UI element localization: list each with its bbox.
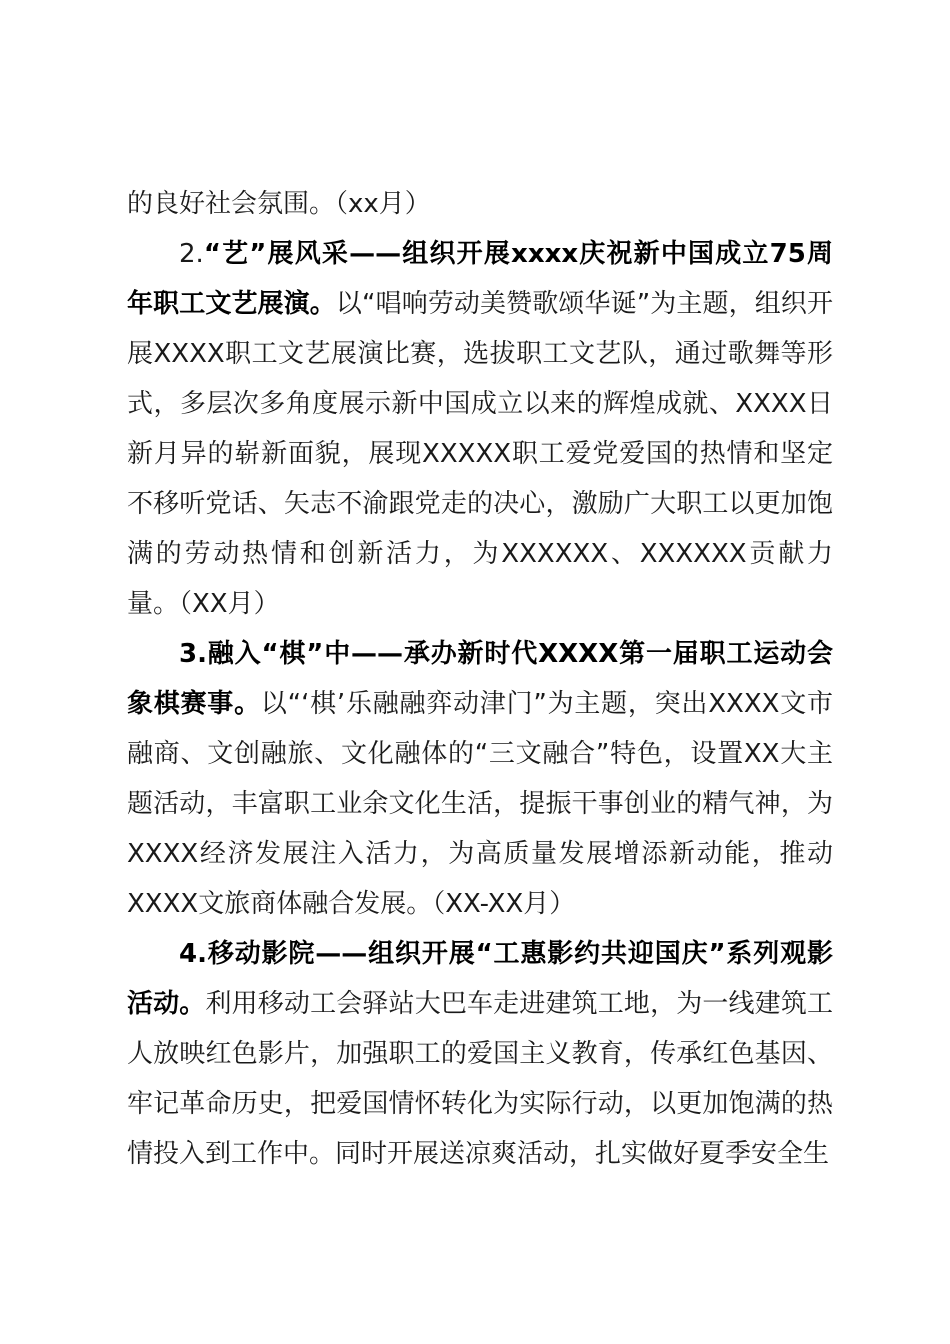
paragraph-item-3 [127,629,833,929]
paragraph-text: 以“‘棋’乐融融弈动津门”为主题，突出XXXX文市融商、文创融旅、文化融体的“三文融合”特色，设置XX大主题活动，丰富职工业余文化生活，提振干事创业的精气神，为XXXX经济发展注入活力，为高质量发展增添新动能，推动XXXX文旅商体融合发展。（XX-XX月） [127,689,833,919]
paragraph-text: 以“唱响劳动美赞歌颂华诞”为主题，组织开展XXXX职工文艺展演比赛，选拔职工文艺队，通过歌舞等形式，多层次多角度展示新中国成立以来的辉煌成就、XXXX日新月异的崭新面貌，展现XXXXX职工爱党爱国的热情和坚定不移听党话、矢志不渝跟党走的决心，激励广大职工以更加饱满的劳动热情和创新活力，为XXXXXX、XXXXXX贡献力量。（XX月） [127,289,833,619]
item-heading: “艺”展风采——组织开展xxxx庆祝新中国成立75周年职工文艺展演。 [127,239,833,319]
paragraph-item-4 [127,929,833,1179]
paragraph-continuation [127,179,833,229]
item-heading: 4.移动影院——组织开展“工惠影约共迎国庆”系列观影活动。 [127,939,833,1019]
item-heading: 3.融入“棋”中——承办新时代XXXX第一届职工运动会象棋赛事。 [127,639,833,719]
item-number: 2. [179,239,204,269]
paragraph-text: 利用移动工会驿站大巴车走进建筑工地，为一线建筑工人放映红色影片，加强职工的爱国主义教育，传承红色基因、牢记革命历史，把爱国情怀转化为实际行动，以更加饱满的热情投入到工作中。同时开展送凉爽活动，扎实做好夏季安全生 [127,989,833,1169]
document-body [127,179,833,1179]
paragraph-text: 的良好社会氛围。（xx月） [127,189,431,219]
paragraph-item-2 [127,229,833,629]
